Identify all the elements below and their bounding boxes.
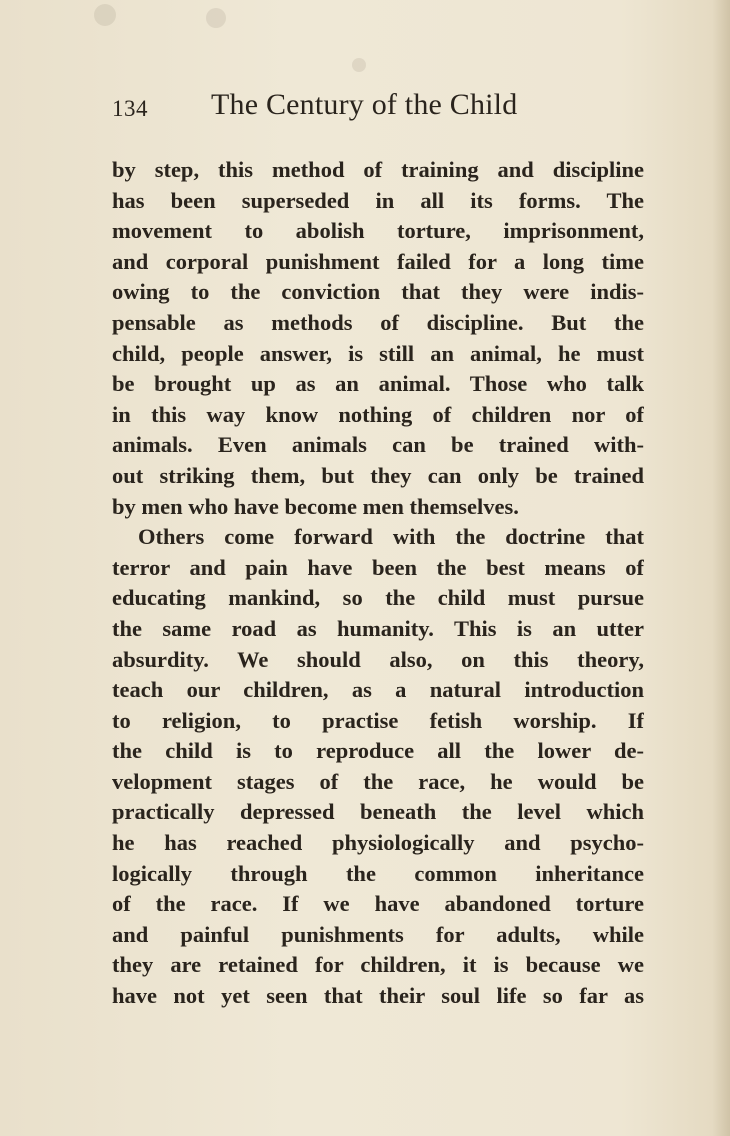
text-line: terror and pain have been the best means of <box>112 554 644 580</box>
page-stain <box>94 4 116 26</box>
text-line: and painful punishments for adults, while <box>112 921 644 947</box>
text-line: by men who have become men themselves. <box>112 493 519 519</box>
page-header <box>112 88 652 128</box>
text-line: practically depressed beneath the level which <box>112 799 644 825</box>
page-stain <box>206 8 226 28</box>
body-text <box>112 155 644 1012</box>
text-line: and corporal punishment failed for a long time <box>112 248 644 274</box>
text-line: of the race. If we have abandoned torture <box>112 891 644 917</box>
text-line: out striking them, but they can only be trained <box>112 462 644 488</box>
text-line: child, people answer, is still an animal, he must <box>112 340 644 366</box>
page-edge-shadow <box>712 0 730 1136</box>
text-line: have not yet seen that their soul life so far as <box>112 983 644 1009</box>
text-line: owing to the conviction that they were indis- <box>112 279 644 305</box>
running-title: The Century of the Child <box>211 88 518 121</box>
text-line: the child is to reproduce all the lower de- <box>112 738 644 764</box>
text-line: logically through the common inheritance <box>112 860 644 886</box>
text-line: to religion, to practise fetish worship. If <box>112 707 644 733</box>
text-line: the same road as humanity. This is an utter <box>112 615 644 641</box>
text-line: velopment stages of the race, he would be <box>112 768 644 794</box>
text-line: they are retained for children, it is because we <box>112 952 644 978</box>
text-line: movement to abolish torture, imprisonment, <box>112 218 644 244</box>
text-line: teach our children, as a natural introduction <box>112 677 644 703</box>
page-stain <box>352 58 366 72</box>
text-line: educating mankind, so the child must pursue <box>112 585 644 611</box>
text-line: be brought up as an animal. Those who talk <box>112 371 644 397</box>
page-number: 134 <box>112 96 148 121</box>
text-line: Others come forward with the doctrine that <box>138 524 644 550</box>
text-line: has been superseded in all its forms. The <box>112 187 644 213</box>
text-line: pensable as methods of discipline. But the <box>112 309 644 335</box>
text-line: animals. Even animals can be trained with- <box>112 432 644 458</box>
text-line: by step, this method of training and discipline <box>112 157 644 182</box>
text-line: he has reached physiologically and psycho- <box>112 830 644 856</box>
text-line: in this way know nothing of children nor of <box>112 401 644 427</box>
text-line: absurdity. We should also, on this theory, <box>112 646 644 672</box>
